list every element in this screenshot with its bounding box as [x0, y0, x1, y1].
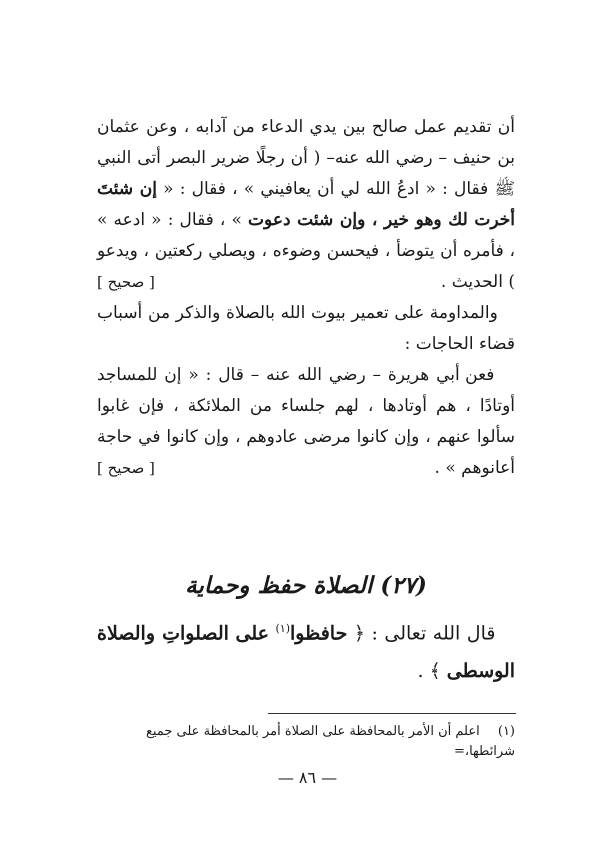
hadith-quote-bold: إن شئتَ أخرت لك وهو خير ، وإن شئت دعوت — [97, 179, 516, 230]
footnote-divider — [268, 713, 516, 714]
footnote-marker[interactable]: (١) — [275, 622, 291, 635]
paragraph-2-text: والمداومة على تعمير بيوت الله بالصلاة والذكر من أسباب قضاء الحاجات : — [97, 303, 515, 354]
verse-intro: قال الله تعالى : — [371, 622, 496, 645]
paragraph-3-text: فعن أبي هريرة – رضي الله عنه – قال : « إن للمساجد أوتادًا ، هم أوتادها ، لهم جلساء من الملائكة ، فإن غابوا سألوا عنهم ، وإن كانوا مرضى عادوهم ، وإن كانوا في حاجة أعانوهم » . — [97, 365, 515, 478]
paragraph-1-start: أن تقديم عمل صالح بين يدي الدعاء من آدابه ، وعن عثمان بن حنيف – رضي الله عنه– ( أن رجلًا ضرير البصر أتى النبي ﷺ فقال : « ادعُ الله لي أن يعافيني » ، فقال : « — [97, 117, 515, 199]
paragraph-1-end: » ، فقال : « ادعه » ، فأمره أن يتوضأ ، فيحسن وضوءه ، ويصلي ركعتين ، ويدعو ) الحديث . — [97, 210, 515, 292]
page-number: — ٨٦ — — [277, 768, 338, 787]
verse-text-end: على الصلواتِ والصلاة الوسطى — [97, 622, 515, 683]
paragraph-3 — [97, 360, 515, 484]
footnote-text: اعلم أن الأمر بالمحافظة على الصلاة أمر بالمحافظة على جميع شرائطها،= — [146, 724, 515, 759]
footnote-number: (١) — [497, 724, 515, 739]
verse-open-bracket: ﴿ — [353, 622, 365, 645]
verse-text-start: حافظوا — [290, 622, 348, 645]
footnote — [97, 722, 515, 762]
quran-verse — [97, 610, 515, 690]
grading-label: [ صحيح ] — [97, 273, 155, 291]
grading-label: [ صحيح ] — [97, 459, 155, 477]
paragraph-1 — [97, 112, 515, 298]
main-text — [97, 112, 515, 484]
paragraph-2 — [97, 298, 515, 360]
verse-close-bracket: ﴾ . — [417, 660, 441, 683]
section-heading: (٢٧) الصلاة حفظ وحماية — [185, 572, 427, 599]
